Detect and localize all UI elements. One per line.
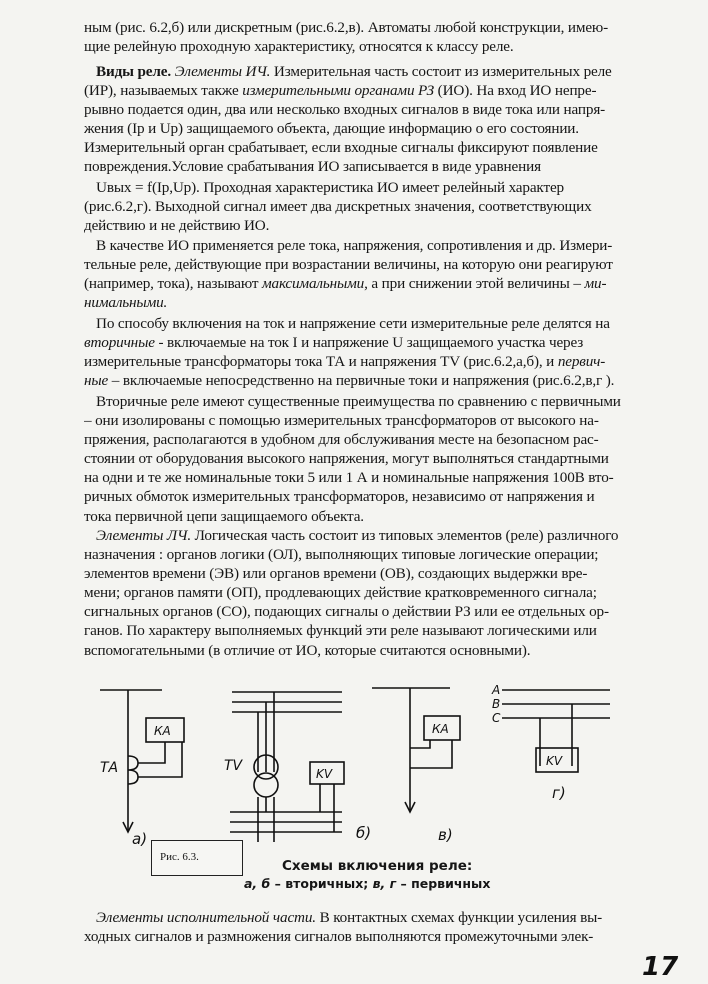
text-run: (ИО). На вход ИО непре-: [434, 82, 597, 100]
scheme-v: [372, 688, 460, 812]
figure-caption-title: Схемы включения реле:: [282, 858, 473, 874]
text-line: [84, 352, 678, 371]
italic-term: вторичные: [84, 334, 155, 352]
label-kv-2: KV: [546, 754, 563, 768]
label-sub-a: а): [132, 830, 148, 848]
figure-caption-subtitle: [244, 876, 490, 891]
text-line: [84, 371, 678, 390]
label-sub-b: б): [356, 824, 372, 842]
text-run: – первичных: [396, 876, 491, 891]
label-phase-a: А: [492, 683, 501, 697]
text-line: Вторичные реле имеют существенные преимущества по сравнению с первичными: [96, 393, 621, 410]
paragraph-execution-part: [84, 908, 678, 946]
text-line: Uвых = f(Iр,Uр). Проходная характеристика ИО имеет релейный характер: [96, 179, 564, 196]
text-line: [84, 333, 678, 352]
text-line: повреждения.Условие срабатывания ИО записывается в виде уравнения: [84, 158, 541, 176]
text-line: тельные реле, действующие при возрастании величины, на которую они реагируют: [84, 256, 613, 274]
text-line: (рис.6.2,г). Выходной сигнал имеет два дискретных значения, соответствующих: [84, 198, 592, 216]
text-run: – вторичных;: [270, 876, 373, 891]
text-run: (например, тока), называют: [84, 275, 262, 293]
text-run: В контактных схемах функции усиления вы-: [315, 909, 603, 926]
text-line: сигнальных органов (СО), подающих сигналы о действии РЗ или ее отдельных ор-: [84, 603, 609, 621]
text-line: назначения : органов логики (ОЛ), выполняющих типовые логические операции;: [84, 546, 599, 564]
text-line: ричных обмоток измерительных трансформаторов, независимо от напряжения и: [84, 488, 595, 506]
text-run: в, г: [372, 876, 397, 891]
text-run: (ИР), называемых также: [84, 82, 243, 100]
text-run: , а при снижении этой величины –: [364, 275, 585, 293]
text-line: [84, 908, 678, 927]
text-line: вспомогательными (в отличие от ИО, которые считаются основными).: [84, 641, 531, 659]
label-phase-c: С: [492, 711, 501, 725]
text-line: стоянии от оборудования высокого напряжения, могут выполняться стандартными: [84, 450, 609, 468]
text-line: действию и не действию ИО.: [84, 217, 270, 235]
label-phase-b: В: [492, 697, 501, 711]
text-line: элементов времени (ЭВ) или органов времени (ОВ), создающих выдержки вре-: [84, 565, 588, 583]
italic-term: ми-: [584, 275, 607, 293]
text-run: измерительные трансформаторы тока ТА и напряжения TV (рис.6.2,а,б), и: [84, 353, 558, 371]
text-line: щие релейную проходную характеристику, относятся к классу реле.: [84, 38, 514, 56]
text-line: мени; органов памяти (ОП), продлевающих действие кратковременного сигнала;: [84, 584, 597, 602]
italic-term: первич-: [557, 353, 606, 371]
paragraph-logic-part: [84, 526, 678, 660]
page-number: 17: [642, 952, 679, 982]
paragraph-io-kinds: [84, 236, 678, 312]
text-line: [84, 274, 678, 293]
label-ta: ТА: [100, 760, 119, 776]
italic-heading: Элементы исполнительной части.: [96, 909, 316, 926]
text-line: Измерительный орган срабатывает, если входные сигналы фиксируют появление: [84, 139, 598, 157]
italic-term: максимальными: [262, 275, 365, 293]
text-run: Логическая часть состоит из типовых элементов (реле) различного: [190, 527, 619, 544]
text-line: ходных сигналов и размножения сигналов выполняются промежуточными элек-: [84, 928, 594, 946]
text-run: – включаемые непосредственно на первичные токи и напряжения (рис.6.2,в,г ).: [108, 372, 615, 390]
text-line: на одни и те же номинальные токи 5 или 1 А и номинальные напряжения 100В вто-: [84, 469, 614, 487]
text-line: тока первичной цепи защищаемого объекта.: [84, 507, 364, 525]
paragraph-relay-class: [84, 18, 678, 56]
italic-term: нимальными.: [84, 294, 168, 312]
text-line: [84, 62, 678, 81]
text-line: [84, 526, 678, 545]
text-run: а, б: [244, 876, 271, 891]
italic-term: ные: [84, 372, 109, 390]
paragraph-equation: [84, 178, 678, 235]
italic-term: измерительными органами РЗ: [242, 82, 435, 100]
label-sub-v: в): [438, 826, 453, 844]
text-line: жения (Iр и Uр) защищаемого объекта, дающие информацию о его состоянии.: [84, 120, 579, 138]
text-line: По способу включения на ток и напряжение сети измерительные реле делятся на: [96, 315, 610, 332]
text-run: - включаемые на ток I и напряжение U защищаемого участка через: [154, 334, 584, 352]
text-line: В качестве ИО применяется реле тока, напряжения, сопротивления и др. Измери-: [96, 237, 613, 254]
text-line: ганов. По характеру выполняемых функций эти реле называют логическими или: [84, 622, 597, 640]
paragraph-relay-types: [84, 62, 678, 177]
label-tv: TV: [224, 758, 243, 774]
paragraph-connection-mode: [84, 314, 678, 390]
label-ka-2: КА: [432, 722, 449, 736]
bold-heading: Виды реле.: [96, 63, 171, 80]
text-line: [84, 81, 678, 100]
italic-heading: Элементы ЛЧ.: [96, 527, 191, 544]
text-line: – они изолированы с помощью измерительных трансформаторов от высокого на-: [84, 412, 599, 430]
label-kv: KV: [316, 767, 333, 781]
text-line: [84, 293, 678, 312]
paragraph-secondary-advantages: [84, 392, 678, 526]
text-line: рывно подается один, два или несколько входных сигналов в виде тока или напря-: [84, 101, 606, 119]
italic-heading: Элементы ИЧ.: [174, 63, 271, 80]
label-ka: КА: [154, 724, 171, 738]
text-line: ным (рис. 6.2,б) или дискретным (рис.6.2,в). Автоматы любой конструкции, имею-: [84, 19, 609, 36]
label-sub-g: г): [552, 784, 566, 802]
text-line: пряжения, располагаются в удобном для обслуживания месте на безопасном рас-: [84, 431, 599, 449]
text-run: Измерительная часть состоит из измерительных реле: [270, 63, 612, 80]
figure-number-box: Рис. 6.3.: [151, 840, 243, 876]
